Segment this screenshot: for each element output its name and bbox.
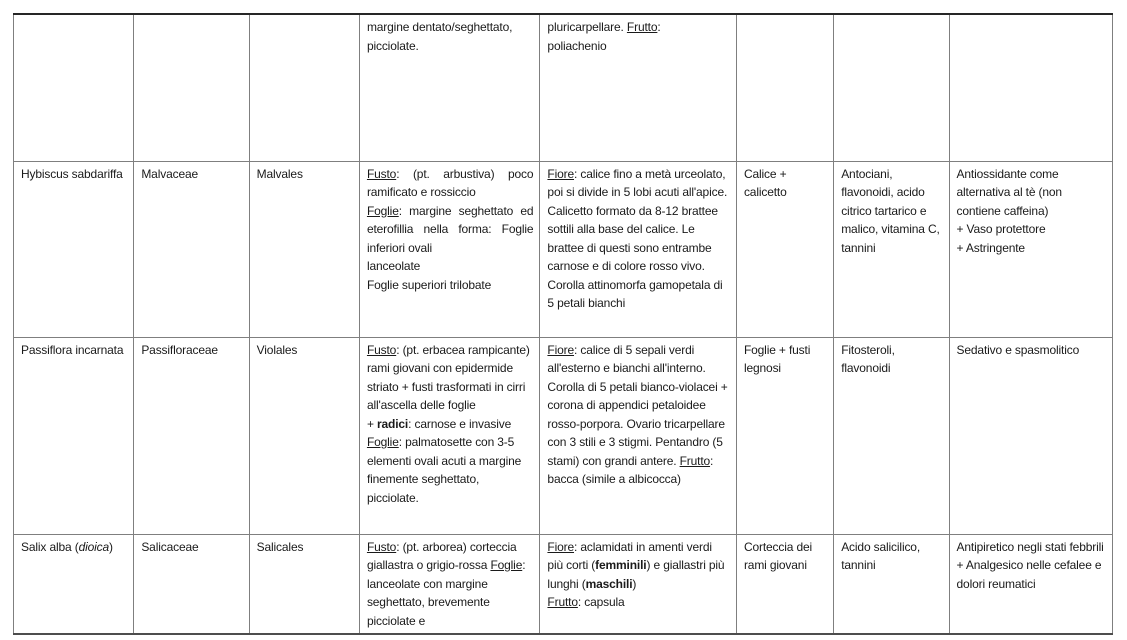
text-run: Foglie bbox=[366, 435, 399, 449]
text-run: Fiore bbox=[547, 342, 575, 357]
cell-order-salix-alba: Salicales bbox=[249, 534, 359, 634]
text-run: Frutto bbox=[547, 595, 578, 609]
cell-flower-fruit-passiflora-incarnata: Fiore: calice di 5 sepali verdi all'esterno e bianchi all'interno. Corolla di 5 petali bianco-violacei + corona di appendici petaloidee rosso-porpora. Ovario tricarpellare con 3 stili e 3 stigmi. Pentandro (5 stami) con grandi antere. Frutto: bacca (simile a albicocca) bbox=[540, 337, 737, 534]
cell-stem-leaves-hybiscus-sabdariffa: Fusto: (pt. arbustiva) poco ramificato e rossiccio Foglie: margine seghettato ed eterofillia nella forma: Foglie inferiori ovali lanceolate Foglie superiori trilobate bbox=[359, 161, 539, 337]
plant-table bbox=[13, 13, 1113, 635]
cell-family-hybiscus-sabdariffa: Malvaceae bbox=[134, 161, 249, 337]
cell-stem-leaves-salix-alba: Fusto: (pt. arborea) corteccia giallastra o grigio-rossa Foglie: lanceolate con margine seghettato, brevemente picciolate e bbox=[359, 534, 539, 634]
cell-constituents-hybiscus-sabdariffa: Antociani, flavonoidi, acido citrico tartarico e malico, vitamina C, tannini bbox=[834, 161, 949, 337]
table-row-salix-alba bbox=[14, 534, 1113, 634]
table-row-passiflora-incarnata bbox=[14, 337, 1113, 534]
cell-uses-passiflora-incarnata: Sedativo e spasmolitico bbox=[949, 337, 1112, 534]
cell-constituents-passiflora-incarnata: Fitosteroli, flavonoidi bbox=[834, 337, 949, 534]
cell-order-hybiscus-sabdariffa: Malvales bbox=[249, 161, 359, 337]
cell-plant-passiflora-incarnata: Passiflora incarnata bbox=[14, 337, 134, 534]
cell-family-passiflora-incarnata: Passifloraceae bbox=[134, 337, 249, 534]
cell-part-used-passiflora-incarnata: Foglie + fusti legnosi bbox=[736, 337, 833, 534]
cell-order-continuation-row bbox=[249, 14, 359, 161]
text-run: Frutto bbox=[679, 453, 711, 468]
cell-uses-continuation-row bbox=[949, 14, 1112, 161]
cell-part-used-salix-alba: Corteccia dei rami giovani bbox=[736, 534, 833, 634]
cell-flower-fruit-hybiscus-sabdariffa: Fiore: calice fino a metà urceolato, poi si divide in 5 lobi acuti all'apice. Calicetto formato da 8-12 brattee sottili alla base del calice. Le brattee di questi sono entrambe carnose e di colore rosso vivo. Corolla attinomorfa gamopetala di 5 petali bianchi bbox=[540, 161, 737, 337]
text-run: Fusto bbox=[366, 342, 397, 357]
text-run: Foglie bbox=[366, 203, 399, 218]
text-run: femminili bbox=[595, 558, 647, 572]
text-run: radici bbox=[376, 416, 409, 431]
plant-table-body bbox=[14, 14, 1113, 634]
text-run: Fusto bbox=[366, 539, 397, 554]
cell-constituents-continuation-row bbox=[834, 14, 949, 161]
cell-order-passiflora-incarnata: Violales bbox=[249, 337, 359, 534]
cell-plant-continuation-row bbox=[14, 14, 134, 161]
cell-uses-hybiscus-sabdariffa: Antiossidante come alternativa al tè (non contiene caffeina) + Vaso protettore + Astringente bbox=[949, 161, 1112, 337]
cell-family-continuation-row bbox=[134, 14, 249, 161]
text-run: Fusto bbox=[366, 166, 397, 181]
cell-part-used-hybiscus-sabdariffa: Calice + calicetto bbox=[736, 161, 833, 337]
cell-uses-salix-alba: Antipiretico negli stati febbrili + Analgesico nelle cefalee e dolori reumatici bbox=[949, 534, 1112, 634]
cell-plant-salix-alba: Salix alba (dioica) bbox=[14, 534, 134, 634]
cell-constituents-salix-alba: Acido salicilico, tannini bbox=[834, 534, 949, 634]
cell-stem-leaves-continuation-row: margine dentato/seghettato, picciolate. bbox=[359, 14, 539, 161]
text-run: maschili bbox=[585, 576, 633, 591]
text-run: Foglie bbox=[490, 558, 523, 572]
cell-stem-leaves-passiflora-incarnata: Fusto: (pt. erbacea rampicante) rami giovani con epidermide striato + fusti trasformati in cirri all'ascella delle foglie + radici: carnose e invasive Foglie: palmatosette con 3-5 elementi ovali acuti a margine finemente seghettato, picciolate. bbox=[359, 337, 539, 534]
text-run: dioica bbox=[78, 539, 110, 554]
cell-flower-fruit-salix-alba: Fiore: aclamidati in amenti verdi più corti (femminili) e giallastri più lunghi (maschili) Frutto: capsula bbox=[540, 534, 737, 634]
table-row-hybiscus-sabdariffa bbox=[14, 161, 1113, 337]
text-run: Fiore bbox=[547, 539, 575, 554]
cell-flower-fruit-continuation-row: pluricarpellare. Frutto: poliachenio bbox=[540, 14, 737, 161]
text-run: Frutto bbox=[626, 20, 658, 34]
cell-part-used-continuation-row bbox=[736, 14, 833, 161]
cell-family-salix-alba: Salicaceae bbox=[134, 534, 249, 634]
table-row-continuation-row bbox=[14, 14, 1113, 161]
cell-plant-hybiscus-sabdariffa: Hybiscus sabdariffa bbox=[14, 161, 134, 337]
text-run: Fiore bbox=[547, 166, 575, 181]
